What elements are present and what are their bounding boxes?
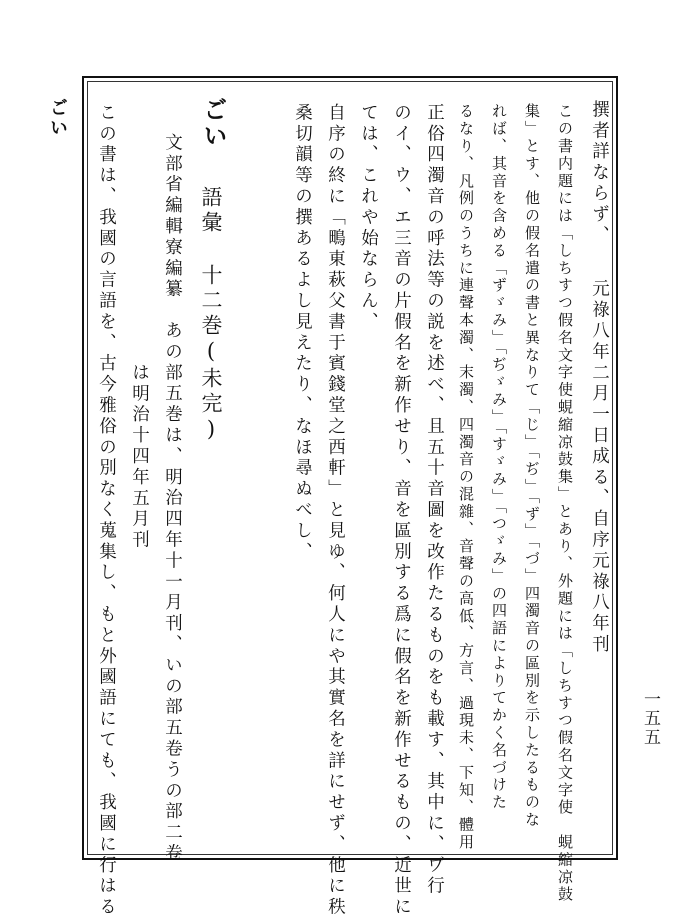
text-column-5: るなり、凡例のうちに連聲本濁、末濁、四濁音の混雜、音聲の高低、方言、過現未、下知、體用 [457, 103, 475, 852]
text-column-9: 自序の終に「鴫東萩父書于賓錢堂之西軒」と見ゆ、何人にや其實名を詳にせず、他に秩 [325, 103, 346, 918]
entry-head: ごい [199, 97, 228, 149]
text-column-6: 正俗四濁音の呼法等の説を述べ、且五十音圖を改作たるものをも載す、其中に、ヷ行 [424, 103, 445, 898]
text-column-13: この書は、我國の言語を、古今雅俗の別なく蒐集し、もと外國語にても、我國に行はる [96, 103, 117, 918]
text-column-7: のイ、ウ、エ三音の片假名を新作せり、音を區別する爲に假名を新作せるもの、近世に [391, 103, 412, 918]
text-column-10: 桑切韻等の撰あるよし見えたり、なほ尋ぬべし、 [292, 103, 313, 563]
running-head: ごい [47, 98, 68, 138]
text-column-12: は明治十四年五月刊 [129, 363, 150, 552]
text-column-3: 集」とす、他の假名遣の書と異なりて「じ」「ぢ」「ず」「づ」四濁音の區別を示したるものな [523, 103, 541, 829]
entry-title: 語彙 十二巻(未完) [199, 186, 223, 445]
page-number: 一五五 [640, 690, 660, 747]
text-column-1: 撰者詳ならず、 元祿八年二月一日成る、自序元祿八年刊 [589, 100, 610, 656]
text-column-11: 文部省編輯寮編纂 あの部五巻は、明治四年十一月刊、いの部五卷うの部二卷 [162, 133, 183, 865]
text-column-4: れば、其音を含める「ずゞみ」「ぢゞみ」「すゞみ」「つゞみ」の四語によりてかく名づけた [490, 103, 508, 812]
text-column-2: この書内題には「しちすつ假名文字使蜆縮凉鼓集」とあり、外題には「しちすつ假名文字使 蜆縮凉鼓 [556, 103, 574, 904]
text-column-8: ては、これや始ならん、 [358, 103, 379, 333]
